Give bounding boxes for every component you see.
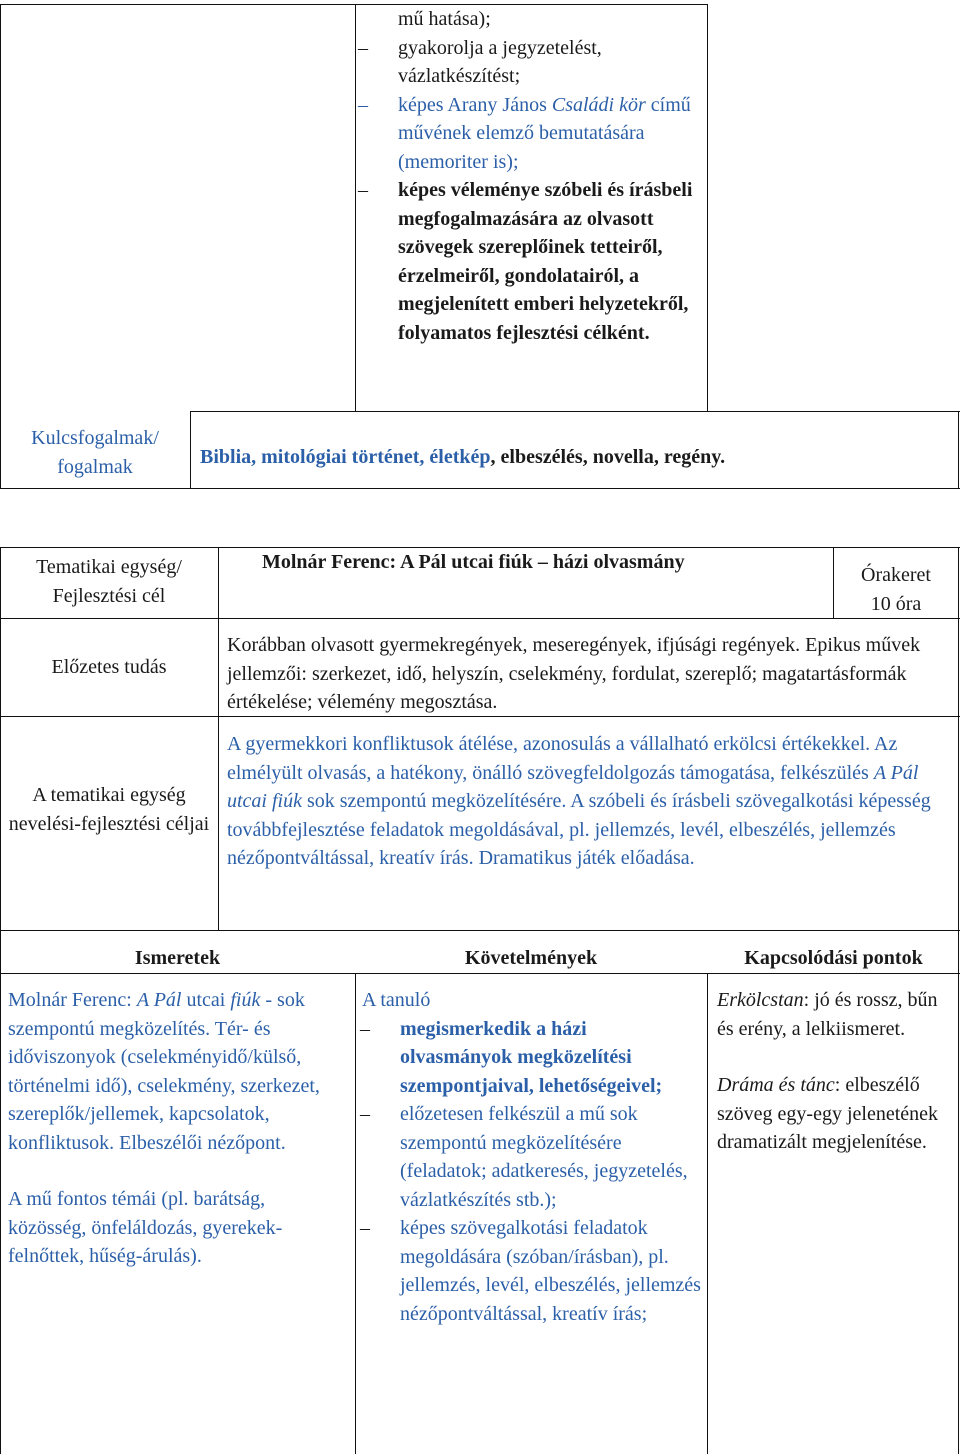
ismeretek-cell	[8, 986, 348, 1271]
kapcsolodasi-cell	[717, 986, 955, 1157]
elozetes-label: Előzetes tudás	[51, 656, 167, 678]
border	[707, 973, 708, 1454]
border	[0, 488, 960, 489]
dash-bullet: –	[358, 93, 368, 116]
border	[833, 547, 834, 619]
continuation-list	[358, 5, 703, 347]
border	[190, 411, 960, 412]
dash-bullet: –	[358, 179, 368, 201]
paragraph: A mű fontos témái (pl. barátság, közösség, önfeláldozás, gyerekek-felnőttek, hűség-árulás).	[8, 1188, 283, 1267]
list-item	[358, 34, 703, 91]
paragraph: Dráma és tánc: elbeszélő szöveg egy-egy jelenetének dramatizált megjelenítése.	[717, 1074, 939, 1153]
list-item: – előzetesen felkészül a mű sok szempontú megközelítésére (feladatok; adatkeresés, jegyzetelés, vázlatkészítés stb.);	[400, 1100, 702, 1214]
column-header-kapcsolodasi: Kapcsolódási pontok	[744, 947, 923, 969]
border	[0, 973, 960, 974]
list-item	[358, 91, 703, 177]
kulcsfogalmak-label: Kulcsfogalmak/ fogalmak	[31, 427, 159, 478]
celok-text: A gyermekkori konfliktusok átélése, azonosulás a vállalható erkölcsi értékekkel. Az elmélyült olvasás, a hatékony, önálló szövegfeldolgozás támogatása, felkészülés A Pál utcai fiúk sok szempontú megközelítésére. A szóbeli és írásbeli szövegalkotási képesség továbbfejlesztése feladatok megoldásával, pl. jellemzés, levél, elbeszélés, jellemzés nézőpontváltással, kreatív írás. Dramatikus játék előadása.	[227, 733, 931, 869]
page-title: Molnár Ferenc: A Pál utcai fiúk – házi olvasmány	[262, 551, 685, 573]
kulcsfogalmak-text: Biblia, mitológiai történet, életkép, elbeszélés, novella, regény.	[200, 446, 726, 468]
column-header-ismeretek: Ismeretek	[134, 947, 221, 969]
border	[0, 618, 960, 619]
elozetes-text: Korábban olvasott gyermekregények, meseregények, ifjúsági regények. Epikus művek jellemzői: szerkezet, idő, helyszín, cselekmény, fordulat, szereplő; magatartásformák értékelése; vélemény megosztása.	[227, 634, 921, 713]
tematikai-label: Tematikai egység/ Fejlesztési cél	[36, 556, 182, 607]
orakeret-label: Órakeret	[861, 564, 931, 586]
list-item-text: képes Arany János	[398, 93, 552, 116]
celok-label: A tematikai egység nevelési-fejlesztési céljai	[8, 784, 210, 835]
work-title: Családi kör	[551, 93, 646, 116]
border	[707, 4, 708, 412]
list-item-text: gyakorolja a jegyzetelést, vázlatkészítést;	[398, 36, 602, 87]
paragraph: Molnár Ferenc: A Pál utcai fiúk - sok szempontú megközelítés. Tér- és időviszonyok (cselekményidő/külső, történelmi idő), cselekmény, szerkezet, szereplők/jellemek, kapcsolatok, konfliktusok. Elbeszélői nézőpont.	[8, 989, 320, 1154]
column-header-kovetelmenyek: Követelmények	[464, 947, 598, 969]
border	[355, 4, 356, 412]
list-item: – képes szövegalkotási feladatok megoldására (szóban/írásban), pl. jellemzés, levél, elbeszélés, jellemzés nézőpontváltással, kreatív írás;	[400, 1214, 702, 1328]
intro-text: A tanuló	[362, 989, 431, 1011]
border	[190, 411, 191, 489]
list-item	[358, 176, 703, 347]
requirement-list	[362, 1015, 702, 1329]
border	[0, 930, 960, 931]
list-item: – megismerkedik a házi olvasmányok megközelítési szempontjaival, lehetőségeivel;	[400, 1015, 702, 1101]
orakeret-value: 10 óra	[870, 592, 922, 615]
border	[355, 973, 356, 1454]
list-item-text: képes véleménye szóbeli és írásbeli megfogalmazására az olvasott szövegek szereplőinek tetteiről, érzelmeiről, gondolatairól, a megjelenített emberi helyzetekről, folyamatos fejlesztési célként.	[398, 179, 693, 344]
border	[0, 4, 1, 489]
kovetelmenyek-cell	[362, 986, 702, 1328]
paragraph: Erkölcstan: jó és rossz, bűn és erény, a lelkiismeret.	[717, 989, 938, 1040]
border	[958, 411, 959, 489]
border	[958, 547, 959, 1454]
border	[218, 547, 219, 931]
work-title: A Pál utcai fiúk	[227, 761, 919, 812]
border	[0, 547, 1, 1454]
orakeret-cell	[836, 561, 956, 618]
dash-bullet: –	[360, 1217, 370, 1239]
dash-bullet: –	[358, 36, 368, 59]
list-item-text: című művének elemző bemutatására (memoriter is);	[398, 93, 691, 173]
dash-bullet: –	[360, 1017, 370, 1040]
list-item: mű hatása);	[398, 8, 491, 30]
dash-bullet: –	[360, 1103, 370, 1125]
